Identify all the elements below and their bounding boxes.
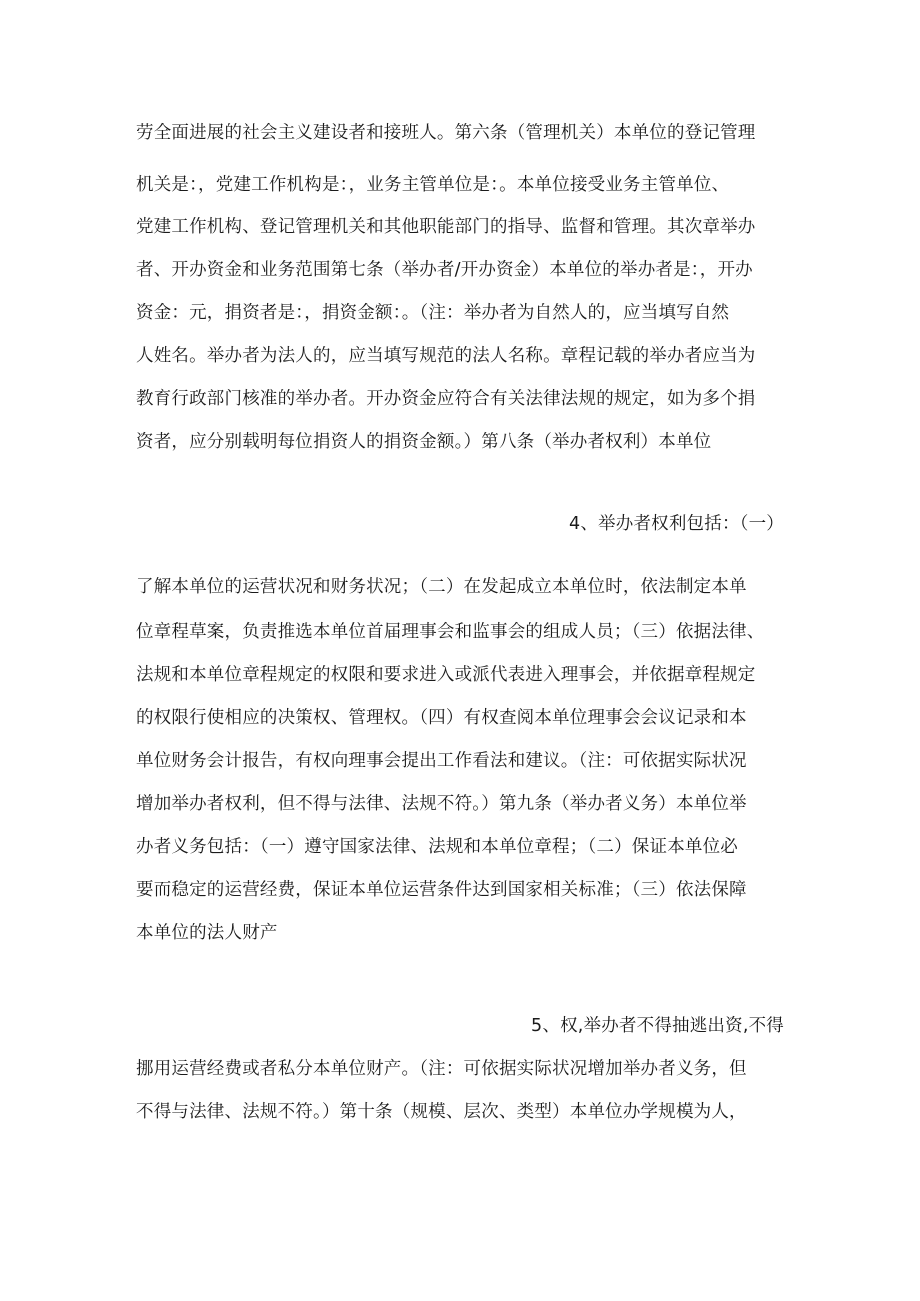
paragraph-line: 挪用运营经费或者私分本单位财产。（注：可依据实际状况增加举办者义务，但 xyxy=(136,1059,747,1079)
paragraph-line: 的权限行使相应的决策权、管理权。（四）有权查阅本单位理事会会议记录和本 xyxy=(136,708,747,728)
paragraph-line: 资者，应分别载明每位捐资人的捐资金额。）第八条（举办者权利）本单位 xyxy=(136,432,712,452)
paragraph-line: 位章程草案，负责推选本单位首届理事会和监事会的组成人员；（三）依据法律、 xyxy=(136,622,765,642)
paragraph-line: 机关是：，党建工作机构是：，业务主管单位是：。本单位接受业务主管单位、 xyxy=(136,175,730,195)
paragraph-line: 要而稳定的运营经费，保证本单位运营条件达到国家相关标准；（三）依法保障 xyxy=(136,880,747,900)
paragraph-line: 资金：元，捐资者是：，捐资金额：。（注：举办者为自然人的，应当填写自然 xyxy=(136,303,730,323)
paragraph-line: 人姓名。举办者为法人的，应当填写规范的法人名称。章程记载的举办者应当为 xyxy=(136,346,756,366)
section-heading-4: 4、举办者权利包括：（一） xyxy=(569,514,784,534)
paragraph-line: 增加举办者权利，但不得与法律、法规不符。）第九条（举办者义务）本单位举 xyxy=(136,794,747,814)
paragraph-line: 者、开办资金和业务范围第七条（举办者/开办资金）本单位的举办者是：，开办 xyxy=(136,260,753,280)
paragraph-line: 党建工作机构、登记管理机关和其他职能部门的指导、监督和管理。其次章举办 xyxy=(136,217,756,237)
section-heading-5: 5、权,举办者不得抽逃出资,不得 xyxy=(531,1016,784,1036)
paragraph-line: 教育行政部门核准的举办者。开办资金应符合有关法律法规的规定，如为多个捐 xyxy=(136,389,756,409)
paragraph-line: 了解本单位的运营状况和财务状况；（二）在发起成立本单位时，依法制定本单 xyxy=(136,577,747,597)
paragraph-line: 劳全面进展的社会主义建设者和接班人。第六条（管理机关）本单位的登记管理 xyxy=(136,123,756,143)
paragraph-line: 单位财务会计报告，有权向理事会提出工作看法和建议。（注：可依据实际状况 xyxy=(136,751,747,771)
paragraph-line: 本单位的法人财产 xyxy=(136,923,278,943)
paragraph-line: 法规和本单位章程规定的权限和要求进入或派代表进入理事会，并依据章程规定 xyxy=(136,665,756,685)
paragraph-line: 不得与法律、法规不符。）第十条（规模、层次、类型）本单位办学规模为人， xyxy=(136,1102,747,1122)
paragraph-line: 办者义务包括：（一）遵守国家法律、法规和本单位章程；（二）保证本单位必 xyxy=(136,837,738,857)
